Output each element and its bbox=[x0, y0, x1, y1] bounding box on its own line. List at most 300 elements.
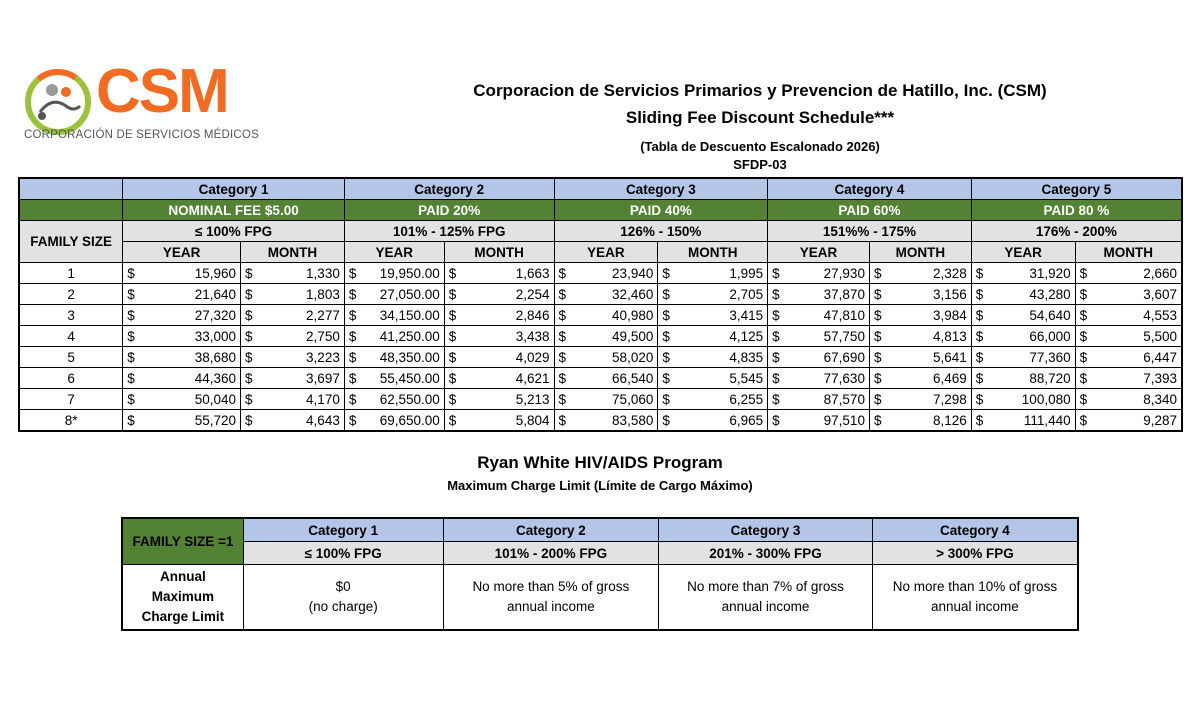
currency-symbol: $ bbox=[873, 412, 882, 428]
amount bbox=[1080, 308, 1177, 323]
amount bbox=[127, 392, 236, 407]
currency-symbol: $ bbox=[127, 349, 135, 365]
amount-cell bbox=[444, 305, 554, 326]
amount bbox=[874, 350, 967, 365]
amount-cell bbox=[1075, 389, 1182, 410]
table-row bbox=[19, 305, 1182, 326]
amount bbox=[349, 413, 440, 428]
currency-symbol: $ bbox=[348, 370, 357, 386]
category-fee: NOMINAL FEE $5.00 bbox=[123, 200, 345, 221]
amount bbox=[772, 413, 865, 428]
amount-cell bbox=[869, 305, 971, 326]
amount bbox=[449, 308, 550, 323]
currency-symbol: $ bbox=[772, 307, 780, 323]
ryan-white-subtitle: Maximum Charge Limit (Límite de Cargo Máximo) bbox=[447, 478, 753, 493]
amount-value: 75,060 bbox=[612, 391, 654, 407]
amount-value: 111,440 bbox=[1023, 412, 1071, 428]
amount-value: 5,545 bbox=[729, 370, 764, 386]
amount bbox=[349, 287, 440, 302]
amount-value: 19,950.00 bbox=[379, 265, 440, 281]
table-row bbox=[19, 389, 1182, 410]
currency-symbol: $ bbox=[245, 265, 253, 281]
amount-value: 62,550.00 bbox=[379, 391, 440, 407]
amount-cell bbox=[123, 347, 241, 368]
family-size-cell: 7 bbox=[19, 389, 123, 410]
amount-value: 4,621 bbox=[515, 370, 550, 386]
amount-cell bbox=[869, 263, 971, 284]
amount-cell bbox=[444, 389, 554, 410]
amount-cell bbox=[971, 410, 1075, 432]
amount-cell bbox=[1075, 368, 1182, 389]
amount-value: 40,980 bbox=[612, 307, 654, 323]
amount-value: 3,223 bbox=[306, 349, 340, 365]
amount-cell bbox=[768, 410, 870, 432]
category-name: Category 3 bbox=[554, 178, 768, 200]
currency-symbol: $ bbox=[975, 286, 984, 302]
amount-value: 67,690 bbox=[823, 349, 865, 365]
amount-value: 77,630 bbox=[823, 370, 865, 386]
rw-row-label-line: Charge Limit bbox=[141, 609, 225, 624]
currency-symbol: $ bbox=[662, 307, 670, 323]
currency-symbol: $ bbox=[127, 307, 135, 323]
amount-cell bbox=[658, 347, 768, 368]
rw-category-range: 201% - 300% FPG bbox=[659, 542, 873, 565]
amount bbox=[559, 392, 654, 407]
currency-symbol: $ bbox=[127, 265, 135, 281]
amount-cell bbox=[444, 368, 554, 389]
amount-value: 49,500 bbox=[612, 328, 654, 344]
currency-symbol: $ bbox=[873, 349, 882, 365]
currency-symbol: $ bbox=[1079, 286, 1088, 302]
family-size-cell: 5 bbox=[19, 347, 123, 368]
currency-symbol: $ bbox=[558, 307, 567, 323]
amount-cell bbox=[554, 389, 658, 410]
amount-value: 34,150.00 bbox=[379, 307, 440, 323]
amount-cell bbox=[344, 368, 444, 389]
amount-value: 58,020 bbox=[612, 349, 654, 365]
currency-symbol: $ bbox=[448, 328, 457, 344]
amount-value: 1,803 bbox=[306, 286, 340, 302]
currency-symbol: $ bbox=[245, 307, 253, 323]
amount-value: 100,080 bbox=[1021, 391, 1071, 407]
amount bbox=[245, 329, 340, 344]
month-header: MONTH bbox=[658, 242, 768, 263]
amount bbox=[976, 392, 1071, 407]
amount-cell bbox=[971, 305, 1075, 326]
rw-limit-line: No more than 7% of gross bbox=[687, 579, 844, 594]
amount-cell bbox=[768, 326, 870, 347]
amount bbox=[449, 413, 550, 428]
document-code: SFDP-03 bbox=[733, 157, 787, 172]
amount bbox=[1080, 350, 1177, 365]
currency-symbol: $ bbox=[127, 286, 135, 302]
amount-cell bbox=[241, 410, 345, 432]
currency-symbol: $ bbox=[1079, 412, 1088, 428]
amount bbox=[127, 329, 236, 344]
currency-symbol: $ bbox=[975, 265, 984, 281]
rw-category-range: > 300% FPG bbox=[872, 542, 1078, 565]
currency-symbol: $ bbox=[1079, 370, 1088, 386]
amount bbox=[772, 350, 865, 365]
amount-cell bbox=[241, 389, 345, 410]
amount-value: 5,500 bbox=[1143, 328, 1177, 344]
amount-value: 27,930 bbox=[823, 265, 865, 281]
amount-cell bbox=[123, 368, 241, 389]
currency-symbol: $ bbox=[448, 307, 457, 323]
currency-symbol: $ bbox=[1079, 391, 1088, 407]
range-header-row bbox=[19, 221, 1182, 242]
category-name: Category 1 bbox=[123, 178, 345, 200]
amount-value: 15,960 bbox=[194, 265, 237, 281]
amount bbox=[245, 287, 340, 302]
family-size-cell: 1 bbox=[19, 263, 123, 284]
amount bbox=[976, 350, 1071, 365]
amount bbox=[662, 413, 763, 428]
amount bbox=[772, 308, 865, 323]
amount-value: 44,360 bbox=[194, 370, 237, 386]
amount bbox=[874, 266, 967, 281]
amount bbox=[662, 308, 763, 323]
amount-cell bbox=[123, 305, 241, 326]
currency-symbol: $ bbox=[975, 328, 984, 344]
csm-logo bbox=[22, 57, 259, 152]
amount bbox=[245, 266, 340, 281]
amount-value: 50,040 bbox=[194, 391, 237, 407]
amount-value: 33,000 bbox=[194, 328, 237, 344]
year-header: YEAR bbox=[554, 242, 658, 263]
currency-symbol: $ bbox=[662, 412, 670, 428]
currency-symbol: $ bbox=[448, 265, 457, 281]
amount-cell bbox=[1075, 347, 1182, 368]
currency-symbol: $ bbox=[245, 412, 253, 428]
currency-symbol: $ bbox=[772, 391, 780, 407]
rw-limit-line: No more than 5% of gross bbox=[472, 579, 630, 594]
currency-symbol: $ bbox=[448, 286, 457, 302]
rw-category-name: Category 3 bbox=[659, 518, 873, 542]
amount-cell bbox=[123, 389, 241, 410]
rw-row-label-line: Annual bbox=[160, 569, 206, 584]
amount bbox=[772, 266, 865, 281]
amount bbox=[1080, 287, 1177, 302]
currency-symbol: $ bbox=[348, 349, 357, 365]
currency-symbol: $ bbox=[662, 349, 670, 365]
amount bbox=[874, 371, 967, 386]
currency-symbol: $ bbox=[558, 286, 567, 302]
category-range: ≤ 100% FPG bbox=[123, 221, 345, 242]
currency-symbol: $ bbox=[975, 370, 984, 386]
amount-value: 1,330 bbox=[306, 265, 340, 281]
amount-value: 2,705 bbox=[729, 286, 764, 302]
rw-row-label-line: Maximum bbox=[151, 589, 215, 604]
amount-cell bbox=[971, 263, 1075, 284]
amount-cell bbox=[1075, 263, 1182, 284]
category-fee: PAID 20% bbox=[344, 200, 554, 221]
currency-symbol: $ bbox=[662, 265, 670, 281]
amount bbox=[559, 287, 654, 302]
currency-symbol: $ bbox=[127, 328, 135, 344]
table-row bbox=[19, 368, 1182, 389]
amount bbox=[1080, 392, 1177, 407]
table-row bbox=[19, 347, 1182, 368]
rw-limit-cell bbox=[243, 565, 443, 631]
amount-value: 2,750 bbox=[306, 328, 340, 344]
amount bbox=[976, 413, 1071, 428]
currency-symbol: $ bbox=[873, 391, 882, 407]
amount-cell bbox=[344, 284, 444, 305]
amount-value: 38,680 bbox=[194, 349, 237, 365]
amount-cell bbox=[241, 368, 345, 389]
amount-value: 55,720 bbox=[194, 412, 237, 428]
amount bbox=[559, 413, 654, 428]
amount-value: 66,000 bbox=[1029, 328, 1071, 344]
amount-value: 48,350.00 bbox=[379, 349, 440, 365]
table-row bbox=[19, 284, 1182, 305]
amount bbox=[449, 287, 550, 302]
amount-cell bbox=[344, 326, 444, 347]
amount-value: 1,995 bbox=[729, 265, 764, 281]
amount bbox=[874, 287, 967, 302]
family-size-cell: 2 bbox=[19, 284, 123, 305]
currency-symbol: $ bbox=[772, 412, 780, 428]
amount-value: 97,510 bbox=[823, 412, 865, 428]
amount bbox=[245, 308, 340, 323]
amount-value: 83,580 bbox=[612, 412, 654, 428]
category-fee: PAID 60% bbox=[768, 200, 972, 221]
month-header: MONTH bbox=[241, 242, 345, 263]
amount-cell bbox=[123, 410, 241, 432]
amount-cell bbox=[444, 347, 554, 368]
amount-value: 5,213 bbox=[515, 391, 550, 407]
amount-value: 2,328 bbox=[932, 265, 967, 281]
amount-value: 3,438 bbox=[515, 328, 550, 344]
amount-cell bbox=[869, 284, 971, 305]
amount bbox=[449, 266, 550, 281]
amount-cell bbox=[241, 263, 345, 284]
rw-category-range: 101% - 200% FPG bbox=[443, 542, 659, 565]
year-header: YEAR bbox=[971, 242, 1075, 263]
currency-symbol: $ bbox=[975, 349, 984, 365]
amount bbox=[772, 287, 865, 302]
amount-value: 2,846 bbox=[515, 307, 550, 323]
amount-cell bbox=[444, 410, 554, 432]
currency-symbol: $ bbox=[873, 307, 882, 323]
amount-value: 4,813 bbox=[932, 328, 967, 344]
amount-cell bbox=[658, 368, 768, 389]
amount-value: 5,804 bbox=[515, 412, 550, 428]
currency-symbol: $ bbox=[772, 328, 780, 344]
year-header: YEAR bbox=[123, 242, 241, 263]
amount-value: 43,280 bbox=[1029, 286, 1071, 302]
rw-limit-line: No more than 10% of gross bbox=[892, 579, 1058, 594]
amount-cell bbox=[869, 410, 971, 432]
amount bbox=[559, 266, 654, 281]
year-header: YEAR bbox=[344, 242, 444, 263]
amount-cell bbox=[554, 368, 658, 389]
page-subtitle: Sliding Fee Discount Schedule*** bbox=[625, 108, 895, 127]
amount-cell bbox=[554, 284, 658, 305]
amount-value: 3,984 bbox=[932, 307, 967, 323]
family-size-cell: 8* bbox=[19, 410, 123, 432]
amount bbox=[559, 329, 654, 344]
currency-symbol: $ bbox=[975, 391, 984, 407]
amount bbox=[1080, 329, 1177, 344]
amount-value: 2,277 bbox=[306, 307, 340, 323]
year-header: YEAR bbox=[768, 242, 870, 263]
amount bbox=[976, 329, 1071, 344]
amount bbox=[449, 392, 550, 407]
amount bbox=[976, 308, 1071, 323]
amount-cell bbox=[344, 410, 444, 432]
currency-symbol: $ bbox=[448, 370, 457, 386]
rw-limit-cell bbox=[872, 565, 1078, 631]
amount-cell bbox=[344, 305, 444, 326]
currency-symbol: $ bbox=[975, 307, 984, 323]
rw-limit-line: annual income bbox=[931, 599, 1019, 614]
amount-cell bbox=[658, 389, 768, 410]
amount-value: 4,643 bbox=[306, 412, 340, 428]
amount-value: 4,029 bbox=[515, 349, 550, 365]
amount bbox=[559, 371, 654, 386]
amount-cell bbox=[768, 305, 870, 326]
amount-cell bbox=[869, 326, 971, 347]
amount bbox=[449, 371, 550, 386]
amount-value: 9,287 bbox=[1143, 412, 1177, 428]
amount-cell bbox=[971, 368, 1075, 389]
amount bbox=[662, 371, 763, 386]
family-size-cell: 6 bbox=[19, 368, 123, 389]
rw-family-size-header: FAMILY SIZE =1 bbox=[122, 518, 243, 565]
amount bbox=[874, 413, 967, 428]
currency-symbol: $ bbox=[662, 286, 670, 302]
currency-symbol: $ bbox=[873, 286, 882, 302]
amount-cell bbox=[444, 284, 554, 305]
currency-symbol: $ bbox=[1079, 328, 1088, 344]
amount-value: 31,920 bbox=[1029, 265, 1071, 281]
amount-value: 88,720 bbox=[1029, 370, 1071, 386]
currency-symbol: $ bbox=[245, 391, 253, 407]
amount-cell bbox=[869, 389, 971, 410]
amount-cell bbox=[241, 284, 345, 305]
month-header: MONTH bbox=[1075, 242, 1182, 263]
amount-value: 6,255 bbox=[729, 391, 764, 407]
category-range: 176% - 200% bbox=[971, 221, 1182, 242]
amount bbox=[127, 371, 236, 386]
category-range: 101% - 125% FPG bbox=[344, 221, 554, 242]
sliding-fee-table bbox=[18, 177, 1183, 432]
amount-value: 2,660 bbox=[1143, 265, 1177, 281]
amount bbox=[245, 413, 340, 428]
amount-value: 69,650.00 bbox=[379, 412, 440, 428]
amount-value: 2,254 bbox=[515, 286, 550, 302]
currency-symbol: $ bbox=[1079, 307, 1088, 323]
amount-value: 4,835 bbox=[729, 349, 764, 365]
amount-cell bbox=[554, 305, 658, 326]
rw-limit-line: $0 bbox=[335, 579, 351, 594]
rw-limit-line: annual income bbox=[721, 599, 810, 614]
amount-value: 6,447 bbox=[1143, 349, 1177, 365]
amount-cell bbox=[344, 263, 444, 284]
currency-symbol: $ bbox=[873, 265, 882, 281]
page-title: Corporacion de Servicios Primarios y Prevencion de Hatillo, Inc. (CSM) bbox=[473, 81, 1047, 100]
rw-limit-line: (no charge) bbox=[308, 599, 378, 614]
currency-symbol: $ bbox=[662, 328, 670, 344]
currency-symbol: $ bbox=[772, 265, 780, 281]
currency-symbol: $ bbox=[772, 349, 780, 365]
page-note: (Tabla de Descuento Escalonado 2026) bbox=[640, 139, 880, 154]
category-range: 126% - 150% bbox=[554, 221, 768, 242]
category-name: Category 2 bbox=[344, 178, 554, 200]
amount bbox=[559, 350, 654, 365]
amount-cell bbox=[658, 284, 768, 305]
currency-symbol: $ bbox=[245, 328, 253, 344]
amount bbox=[1080, 371, 1177, 386]
currency-symbol: $ bbox=[1079, 265, 1088, 281]
rw-category-range: ≤ 100% FPG bbox=[243, 542, 443, 565]
amount-value: 3,607 bbox=[1143, 286, 1177, 302]
amount-value: 27,050.00 bbox=[379, 286, 440, 302]
amount-cell bbox=[123, 326, 241, 347]
currency-symbol: $ bbox=[348, 391, 357, 407]
amount-value: 6,469 bbox=[932, 370, 967, 386]
amount bbox=[127, 350, 236, 365]
amount-value: 4,553 bbox=[1143, 307, 1177, 323]
rw-limit-row bbox=[122, 565, 1078, 631]
category-fee: PAID 80 % bbox=[971, 200, 1182, 221]
month-header: MONTH bbox=[869, 242, 971, 263]
amount-cell bbox=[768, 389, 870, 410]
rw-category-name: Category 4 bbox=[872, 518, 1078, 542]
amount bbox=[1080, 413, 1177, 428]
currency-symbol: $ bbox=[245, 349, 253, 365]
amount bbox=[1080, 266, 1177, 281]
amount bbox=[127, 413, 236, 428]
currency-symbol: $ bbox=[558, 265, 567, 281]
amount bbox=[772, 329, 865, 344]
amount-cell bbox=[971, 284, 1075, 305]
amount bbox=[662, 266, 763, 281]
amount-value: 66,540 bbox=[612, 370, 654, 386]
currency-symbol: $ bbox=[975, 412, 984, 428]
currency-symbol: $ bbox=[558, 349, 567, 365]
category-header-row bbox=[19, 178, 1182, 200]
amount-cell bbox=[869, 347, 971, 368]
amount-cell bbox=[554, 326, 658, 347]
amount-cell bbox=[971, 347, 1075, 368]
amount-cell bbox=[444, 326, 554, 347]
amount bbox=[662, 329, 763, 344]
amount-cell bbox=[1075, 326, 1182, 347]
currency-symbol: $ bbox=[558, 370, 567, 386]
amount-cell bbox=[241, 347, 345, 368]
currency-symbol: $ bbox=[348, 265, 357, 281]
logo-wordmark: CSM bbox=[96, 57, 228, 126]
amount-value: 41,250.00 bbox=[379, 328, 440, 344]
amount-value: 8,340 bbox=[1143, 391, 1177, 407]
currency-symbol: $ bbox=[348, 307, 357, 323]
family-size-cell: 3 bbox=[19, 305, 123, 326]
rw-category-row bbox=[122, 518, 1078, 542]
currency-symbol: $ bbox=[127, 412, 135, 428]
amount-cell bbox=[554, 347, 658, 368]
amount-value: 5,641 bbox=[932, 349, 967, 365]
table-row bbox=[19, 326, 1182, 347]
amount bbox=[662, 287, 763, 302]
rw-limit-cell bbox=[659, 565, 873, 631]
amount-cell bbox=[658, 326, 768, 347]
amount-value: 4,170 bbox=[306, 391, 340, 407]
corner-cell bbox=[19, 200, 123, 221]
amount-value: 23,940 bbox=[612, 265, 654, 281]
